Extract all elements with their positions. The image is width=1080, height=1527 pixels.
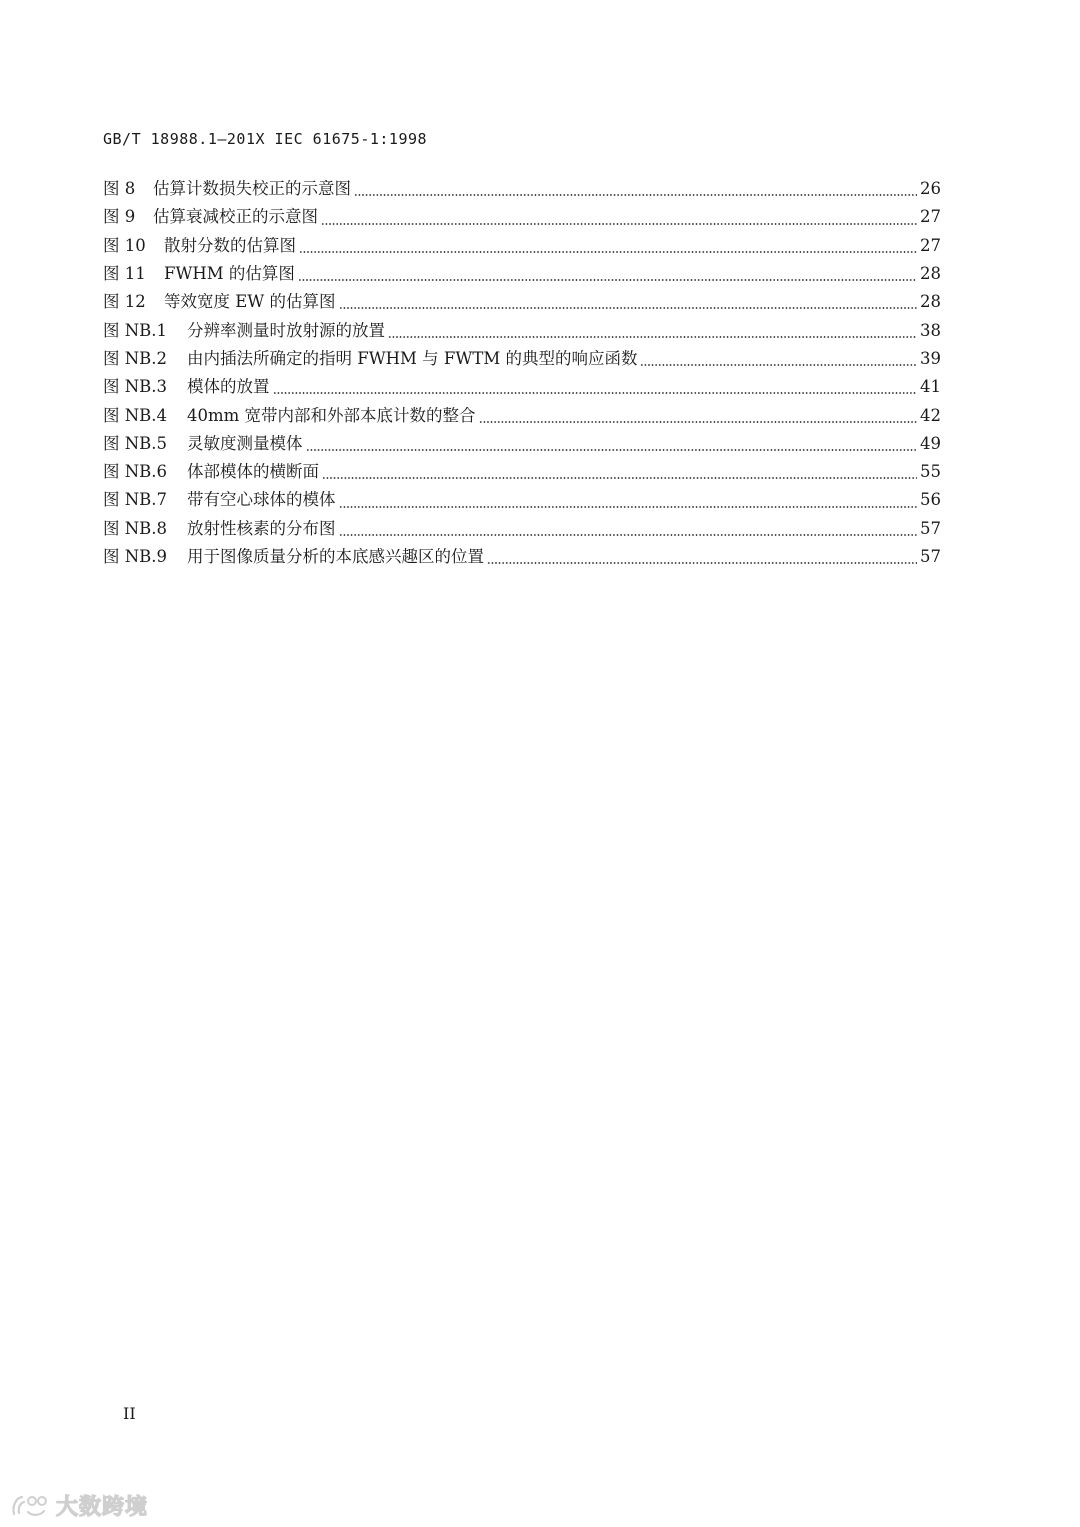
toc-entry[interactable] bbox=[103, 288, 941, 316]
dot-leader bbox=[339, 534, 918, 536]
dot-leader bbox=[487, 562, 917, 564]
toc-entry-title: FWHM 的估算图 bbox=[164, 264, 295, 284]
toc-entry-number: 图 10 bbox=[103, 235, 146, 255]
logo-icon bbox=[10, 1492, 50, 1520]
toc-entry-title: 估算计数损失校正的示意图 bbox=[153, 179, 351, 199]
toc-entry-number: 图 NB.7 bbox=[103, 490, 168, 510]
dot-leader bbox=[273, 392, 918, 394]
toc-entry-page: 26 bbox=[920, 179, 941, 199]
toc-entry-number: 图 12 bbox=[103, 292, 146, 312]
toc-entry[interactable] bbox=[103, 401, 941, 429]
page-number: II bbox=[123, 1404, 136, 1423]
toc-entry-title: 灵敏度测量模体 bbox=[187, 433, 303, 453]
toc-entry-number: 图 NB.4 bbox=[103, 405, 168, 425]
toc-entry[interactable] bbox=[103, 232, 941, 260]
toc-entry-number: 图 NB.2 bbox=[103, 348, 168, 368]
toc-entry[interactable] bbox=[103, 260, 941, 288]
toc-entry-page: 42 bbox=[920, 405, 941, 425]
table-of-figures bbox=[103, 175, 941, 571]
dot-leader bbox=[298, 279, 917, 281]
toc-entry-page: 57 bbox=[920, 518, 941, 538]
toc-entry-title: 40mm 宽带内部和外部本底计数的整合 bbox=[187, 405, 476, 425]
toc-entry[interactable] bbox=[103, 203, 941, 231]
toc-entry-page: 57 bbox=[920, 547, 941, 566]
toc-entry-page: 28 bbox=[920, 264, 941, 284]
toc-entry-page: 38 bbox=[920, 320, 941, 340]
toc-entry[interactable] bbox=[103, 316, 941, 344]
toc-entry-number: 图 NB.1 bbox=[103, 320, 168, 340]
toc-entry[interactable] bbox=[103, 515, 941, 543]
toc-entry-page: 28 bbox=[920, 292, 941, 312]
toc-entry[interactable] bbox=[103, 373, 941, 401]
dot-leader bbox=[640, 364, 917, 366]
dot-leader bbox=[299, 251, 917, 253]
toc-entry-title: 放射性核素的分布图 bbox=[187, 518, 336, 538]
dot-leader bbox=[321, 223, 917, 225]
toc-entry[interactable] bbox=[103, 458, 941, 486]
toc-entry-page: 27 bbox=[920, 207, 941, 227]
toc-entry[interactable] bbox=[103, 486, 941, 514]
dot-leader bbox=[306, 449, 918, 451]
toc-entry[interactable] bbox=[103, 430, 941, 458]
watermark-text: 大数跨境 bbox=[56, 1495, 149, 1520]
dot-leader bbox=[322, 477, 917, 479]
page-header bbox=[103, 130, 427, 148]
toc-entry-title: 用于图像质量分析的本底感兴趣区的位置 bbox=[187, 547, 484, 566]
toc-entry-title: 模体的放置 bbox=[187, 377, 270, 397]
toc-entry-number: 图 9 bbox=[103, 207, 136, 227]
toc-entry-number: 图 8 bbox=[103, 179, 136, 199]
toc-entry-title: 估算衰减校正的示意图 bbox=[153, 207, 318, 227]
toc-entry-title: 分辨率测量时放射源的放置 bbox=[187, 320, 385, 340]
standard-number: GB/T 18988.1—201X IEC 61675-1:1998 bbox=[103, 130, 428, 148]
watermark bbox=[10, 1490, 148, 1521]
dot-leader bbox=[339, 307, 918, 309]
toc-entry-page: 27 bbox=[920, 235, 941, 255]
toc-entry[interactable] bbox=[103, 543, 941, 571]
toc-entry-number: 图 NB.5 bbox=[103, 433, 168, 453]
toc-entry-title: 由内插法所确定的指明 FWHM 与 FWTM 的典型的响应函数 bbox=[187, 348, 638, 368]
toc-entry[interactable] bbox=[103, 175, 941, 203]
toc-entry-page: 56 bbox=[920, 490, 941, 510]
dot-leader bbox=[479, 421, 917, 423]
dot-leader bbox=[339, 506, 918, 508]
toc-entry-number: 图 NB.6 bbox=[103, 462, 168, 482]
dot-leader bbox=[388, 336, 917, 338]
toc-entry-title: 散射分数的估算图 bbox=[164, 235, 296, 255]
toc-entry-number: 图 NB.9 bbox=[103, 547, 168, 566]
toc-entry-title: 体部模体的横断面 bbox=[187, 462, 319, 482]
toc-entry-title: 带有空心球体的模体 bbox=[187, 490, 336, 510]
toc-entry-number: 图 11 bbox=[103, 264, 146, 284]
toc-entry-page: 39 bbox=[920, 348, 941, 368]
toc-entry-title: 等效宽度 EW 的估算图 bbox=[164, 292, 336, 312]
toc-entry-page: 55 bbox=[920, 462, 941, 482]
toc-entry-number: 图 NB.3 bbox=[103, 377, 168, 397]
dot-leader bbox=[354, 194, 917, 196]
toc-entry-number: 图 NB.8 bbox=[103, 518, 168, 538]
toc-entry[interactable] bbox=[103, 345, 941, 373]
toc-entry-page: 49 bbox=[920, 433, 941, 453]
toc-entry-page: 41 bbox=[920, 377, 941, 397]
